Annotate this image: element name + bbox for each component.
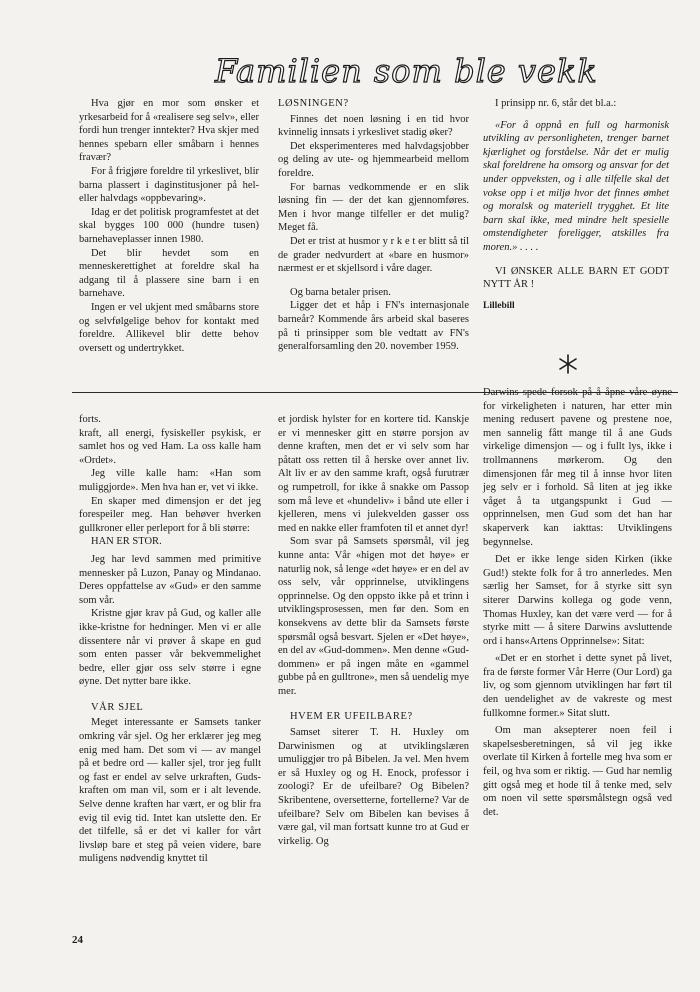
page-number: 24 xyxy=(72,934,83,946)
paragraph: Finnes det noen løsning i en tid hvor kvinnelig innsats i yrkeslivet stadig øker? xyxy=(278,113,469,139)
paragraph: Kristne gjør krav på Gud, og kaller alle ikke-kristne for hedninger. Men vi er alle dissentere når vi prøver å skape en gud som enten passer vår bekvemmelighet bedre, eller gjør oss selv større i egne øyne. Det nytter bare ikke. xyxy=(79,608,261,688)
paragraph: Om man aksepterer noen feil i skapelsesberetningen, så vil jeg ikke overlate til Kirken å fortelle meg hva som er feil, og hva som er riktig. — Gud har nemlig gitt også meg et hode til å tenke med, selv om noen vil sette spørsmålstegn også ved det. xyxy=(483,725,672,818)
paragraph: Darwins spede forsok på å åpne våre øyne for virkeligheten i naturen, har etter min mening redusert pavene og prestene noe, men sannelig fått mange til å ane Guds virkelige dimensjon — og i fullt lys, ikke i trollmannens mørkerom. Og den dimensjonen får meg til å innse hvor liten jeg selv er i forhold. Så liten at jeg ikke våget å ta utgangspunkt i Gud — opprinnelsen, men Gud som det han har skaperverk kan iakttas: Utviklingens begynnelse. xyxy=(483,387,672,548)
paragraph: Som svar på Samsets spørsmål, vil jeg kunne anta: Vår «higen mot det høye» er naturlig nok, så lenge «det høye» er en del av oss selv, vår opprinnelse, utviklingens opprinnelse. Og den oppsto ikke på et trinn i utviklingsprosessen, men før den. Som en konsekvens av dette blir da Samsets første spørsmål også besvart. Sjelen er «Det høye», en del av «Gud-dommen». Men denne «Gud-dommen» er på ingen måte en «gammel gubbe på en gulltrone», men så uendelig mye mer. xyxy=(278,536,469,697)
paragraph: I prinsipp nr. 6, står det bl.a.: xyxy=(495,98,617,109)
paragraph: Det eksperimenteres med halvdagsjobber og deling av ute- og hjemmearbeid mellom foreldre. xyxy=(278,140,469,179)
top-column-1 xyxy=(79,97,259,355)
article-title: Familien som ble vekk xyxy=(215,52,598,90)
bottom-column-3 xyxy=(483,386,672,819)
paragraph: Det er ikke lenge siden Kirken (ikke Gud!) stekte folk for å tro annerledes. Men særlig her Samset, for å styrke sitt syn siterer Darwins kollega og gode venn, Thomas Huxley, kan det være verd — for å styrke mitt — å sitere Darwins avsluttende ord i hans«Artens Opprinnelse»: Sitat: xyxy=(483,554,672,647)
snowflake-icon xyxy=(558,354,578,374)
paragraph: et jordisk hylster for en kortere tid. Kanskje er vi mennesker gitt en større porsjon av denne kraften, men det er vi selv som har påtatt oss retten til å herske over annet liv. Alt liv er av den samme kraft, også furutrær og rumpetroll, for ikke å snakke om Passop som må leve et «hundeliv» i bånd ute eller i kjelleren, mens vi julekvelden gasser oss med en nakke eller framfoten til et annet dyr! xyxy=(278,414,469,534)
paragraph: En skaper med dimensjon er det jeg forespeiler meg. Han behøver hverken gullkroner eller perleport for å bli større: xyxy=(79,495,261,534)
section-heading-losningen: LØSNINGEN? xyxy=(278,98,349,109)
paragraph: forts. xyxy=(79,414,101,425)
new-year-wish: VI ØNSKER ALLE BARN ET GODT NYTT ÅR ! xyxy=(483,265,669,291)
paragraph: Meget interessante er Samsets tanker omkring vår sjel. Og her erklærer jeg meg enig med ham. Det som vi — av mangel på et bedre ord — kaller sjel, tror jeg fullt og fast er endel av selve urkraften, Guds-kraften om man vil, som er i alt levende. Selve denne kraften har vært, er og blir fra evig til evig tid. Intet kan utslette den. Er det tilfelle, så er det vi kaller for vårt livsløp bare et steg på veien videre, bare muligens nødvendig knyttet til xyxy=(79,717,261,865)
paragraph: kraft, all energi, fysiskeller psykisk, er samlet hos og ved Ham. La oss kalle ham «Ordet». xyxy=(79,427,261,466)
section-heading-hvem-er-ufeilbare: HVEM ER UFEILBARE? xyxy=(290,711,413,723)
section-heading-var-sjel: VÅR SJEL xyxy=(91,701,144,713)
paragraph: Samset siterer T. H. Huxley om Darwinismen og at utviklingslæren umuliggjør tro på Bibelen. Ja vel. Men hvem er så Huxley og og H. Enock, professor i zoologi? Er de ufeilbare? Og Bibelen? Skribentene, oversetterne, fortellerne? Var de ufeilbare? Selv om Bibelen kan bevises å være gal, vil man fortsatt kunne tro at Gud er virkelig. Og xyxy=(278,727,469,847)
bottom-column-2 xyxy=(278,413,469,848)
signature: Lillebill xyxy=(483,300,515,311)
paragraph: Ligger det et håp i FN's internasjonale barneår? Kommende års arbeid skal baseres på ti prinsipper som ble vedtatt av FN's generalforsamling den 20. november 1959. xyxy=(278,300,469,353)
bottom-column-1 xyxy=(79,413,261,866)
quote-principle-6: «For å oppnå en full og harmonisk utvikling av personligheten, trenger barnet kjærlighet og forståelse. Når det er mulig skal foreldrene ha omsorg og ansvar for det under oppveksten, og i alle tilfelle skal det vokse opp i et miljø hvor det finnes ømhet og moralsk og materiell trygghet. Et lite barn skal ikke, med mindre helt spesielle omstendigheter foreligger, atskilles fra moren.» . . . . xyxy=(483,119,669,253)
paragraph: Hva gjør en mor som ønsker et yrkesarbeid for å «realisere seg selv», eller fordi hun trenger inntekter? Hva skjer med hennes spebarn eller småbarn i hennes fravær? xyxy=(79,98,259,164)
paragraph: Idag er det politisk programfestet at det skal bygges 100 000 (hundre tusen) barnehaveplasser innen 1980. xyxy=(79,206,259,245)
paragraph: For å frigjøre foreldre til yrkeslivet, blir barna plassert i daginstitusjoner på hel- eller halvdags «oppbevaring». xyxy=(79,165,259,205)
paragraph: Jeg ville kalle ham: «Han som muliggjorde». Men hva han er, vet vi ikke. xyxy=(79,468,261,493)
darwin-quote: «Det er en storhet i dette synet på livet, fra de første former Vår Herre (Our Lord) ga liv, og som gjennom utviklingen har ført til den uendelighet av de vakreste og mest fullkomne former.» Sitat slutt. xyxy=(483,653,672,719)
paragraph: Det blir hevdet som en menneskerettighet at foreldre skal ha adgang til å plassere sine barn i en barnehave. xyxy=(79,247,259,300)
paragraph: Ingen er vel ukjent med småbarns store og selvfølgelige behov for kontakt med foreldre. Allikevel blir dette behov oversett og undertrykket. xyxy=(79,301,259,354)
paragraph: Og barna betaler prisen. xyxy=(290,286,391,298)
paragraph: HAN ER STOR. xyxy=(91,536,162,548)
paragraph: Det er trist at husmor y r k e t er blitt så til de grader nedvurdert at «bare en husmor» nærmest er et skjellsord i våre dager. xyxy=(278,235,469,275)
paragraph: For barnas vedkommende er en slik løsning fin — der det kan gjennomføres. Men i hvor mange tilfeller er det mulig? Meget få. xyxy=(278,181,469,234)
top-column-3 xyxy=(483,97,669,313)
top-column-2 xyxy=(278,97,469,354)
paragraph: Jeg har levd sammen med primitive mennesker på Luzon, Panay og Mindanao. Deres oppfattelse av «Gud» er den samme som vår. xyxy=(79,553,261,606)
